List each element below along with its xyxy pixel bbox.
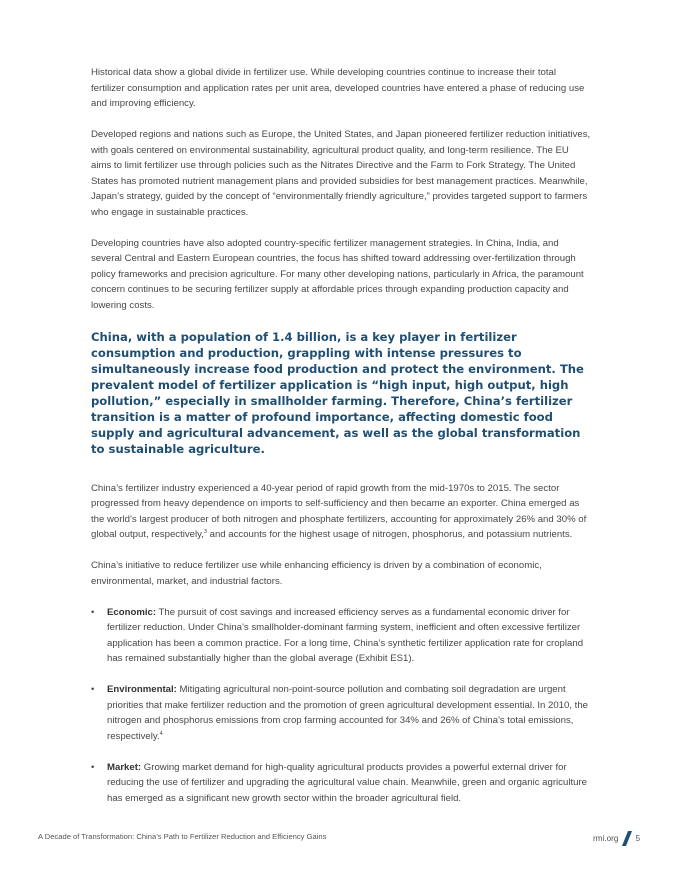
list-item-market (91, 760, 591, 807)
list-item-economic (91, 605, 591, 667)
page-number: 5 (635, 834, 640, 843)
page-body (91, 65, 591, 822)
footer-document-title: A Decade of Transformation: China’s Path to Fertilizer Reduction and Efficiency Gains (38, 832, 327, 841)
bullet-lead: Market: (107, 761, 142, 773)
footnote-ref-3[interactable]: 3 (203, 528, 207, 535)
footnote-ref-4[interactable]: 4 (159, 730, 163, 737)
industry-text-before: China’s fertilizer industry experienced a 40-year period of rapid growth from the mid-1970s to 2015. The sector progressed from heavy dependence on imports to self-sufficiency and then became an exporter. China emerged as the world’s largest producer of both nitrogen and phosphate fertilizers, accounting for approximately 26% and 30% of global output, respectively, (91, 482, 587, 540)
bullet-marker: • (91, 606, 95, 618)
footer-site-link[interactable]: rmi.org (592, 834, 619, 843)
industry-text-after: and accounts for the highest usage of nitrogen, phosphorus, and potassium nutrients. (206, 529, 573, 540)
slash-icon (622, 831, 632, 846)
bullet-text: Mitigating agricultural non-point-source pollution and combating soil degradation are urgent priorities that make fertilizer reduction and the promotion of green agricultural development essential. In 2010, the nitrogen and phosphorus emissions from crop farming accounted for 34% and 26% of China’s total emissions, respectively. (107, 684, 589, 742)
bullet-marker: • (91, 684, 95, 695)
bullet-text: Growing market demand for high-quality agricultural products provides a powerful external driver for reducing the use of fertilizer and upgrading the agricultural value chain. Meanwhile, green and organic agriculture has emerged as a significant new growth sector within the broader agricultural field. (107, 761, 587, 804)
bullet-lead: Environmental: (107, 684, 177, 695)
callout-highlight: China, with a population of 1.4 billion, is a key player in fertilizer consumption and production, grappling with intense pressures to simultaneously increase food production and protect the environment. The prevalent model of fertilizer application is “high input, high output, high pollution,” especially in smallholder farming. Therefore, China’s fertilizer transition is a matter of profound importance, affecting domestic food supply and agricultural advancement, as well as the global transformation to sustainable agriculture. (91, 329, 584, 456)
bullet-lead: Economic: (107, 606, 157, 618)
list-item-environmental (91, 682, 591, 744)
page-footer (38, 831, 640, 845)
bullet-text: The pursuit of cost savings and increased efficiency serves as a fundamental economic driver for fertilizer reduction. Under China’s smallholder-dominant farming system, inefficient and often excessive fertilizer application has been a common practice. For a long time, China’s synthetic fertilizer application rate for cropland has remained substantially higher than the global average (Exhibit ES1). (107, 606, 584, 664)
paragraph-fertilizer-industry (91, 481, 591, 543)
paragraph-developed-nations: Developed regions and nations such as Europe, the United States, and Japan pioneered fertilizer reduction initiatives, with goals centered on environmental sustainability, agricultural product quality, and long-term resilience. The EU aims to limit fertilizer use through policies such as the Nitrates Directive and the Farm to Fork Strategy. The United States has promoted nutrient management plans and provided subsidies for best management practices. Meanwhile, Japan’s strategy, guided by the concept of “environmentally friendly agriculture,” provides targeted support to farmers who engage in sustainable practices. (91, 129, 591, 218)
paragraph-initiative-drivers: China’s initiative to reduce fertilizer use while enhancing efficiency is driven by a combination of economic, environmental, market, and industrial factors. (91, 560, 542, 587)
drivers-list (91, 605, 591, 807)
footer-right (593, 831, 640, 846)
bullet-marker: • (91, 761, 95, 773)
paragraph-developing-countries: Developing countries have also adopted country-specific fertilizer management strategies. In China, India, and several Central and Eastern European countries, the focus has shifted toward addressing over-fertilization through policy frameworks and precision agriculture. For many other developing nations, particularly in Africa, the paramount concern continues to be securing fertilizer supply at affordable prices through expanding production capacity and lowering costs. (91, 237, 584, 311)
paragraph-global-divide: Historical data show a global divide in fertilizer use. While developing countries continue to increase their total fertilizer consumption and application rates per unit area, developed countries have entered a phase of reducing use and improving efficiency. (91, 67, 585, 109)
